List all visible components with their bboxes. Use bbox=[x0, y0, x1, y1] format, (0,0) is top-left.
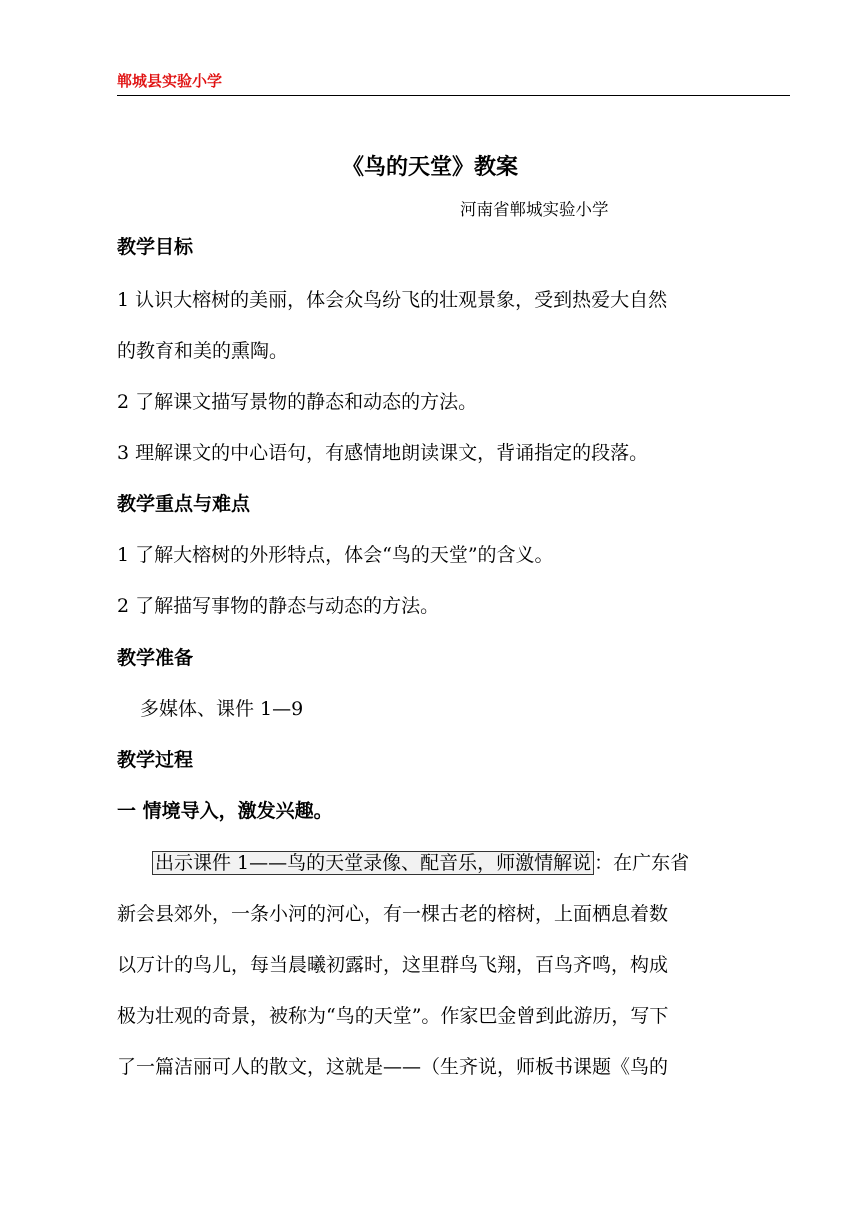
section-heading-goals: 教学目标 bbox=[117, 236, 194, 258]
courseware-callout: 出示课件 1——鸟的天堂录像、配音乐，师激情解说 bbox=[152, 851, 594, 875]
goal-2: 2 了解课文描写景物的静态和动态的方法。 bbox=[117, 391, 478, 413]
paragraph-line-3: 以万计的鸟儿，每当晨曦初露时，这里群鸟飞翔，百鸟齐鸣，构成 bbox=[117, 954, 669, 976]
header-school-name: 郸城县实验小学 bbox=[117, 72, 223, 90]
document-title: 《鸟的天堂》教案 bbox=[341, 155, 518, 180]
goal-1-line-2: 的教育和美的熏陶。 bbox=[117, 340, 289, 362]
paragraph-line-2: 新会县郊外，一条小河的河心，有一棵古老的榕树，上面栖息着数 bbox=[117, 903, 669, 925]
section-heading-preparation: 教学准备 bbox=[117, 647, 194, 669]
key-point-1: 1 了解大榕树的外形特点，体会“鸟的天堂”的含义。 bbox=[117, 544, 554, 566]
paragraph-line-5: 了一篇洁丽可人的散文，这就是——（生齐说，师板书课题《鸟的 bbox=[117, 1056, 669, 1078]
paragraph-line-1-rest: ：在广东省 bbox=[594, 852, 690, 874]
key-point-2: 2 了解描写事物的静态与动态的方法。 bbox=[117, 595, 440, 617]
paragraph-line-4: 极为壮观的奇景，被称为“鸟的天堂”。作家巴金曾到此游历，写下 bbox=[117, 1005, 669, 1027]
section-heading-key-points: 教学重点与难点 bbox=[117, 493, 251, 515]
paragraph-line-1 bbox=[152, 848, 832, 875]
document-author: 河南省郸城实验小学 bbox=[460, 200, 609, 219]
step-1-title: 一 情境导入，激发兴趣。 bbox=[117, 800, 333, 822]
goal-1-line-1: 1 认识大榕树的美丽，体会众鸟纷飞的壮观景象，受到热爱大自然 bbox=[117, 289, 668, 311]
header-rule bbox=[117, 95, 790, 96]
goal-3: 3 理解课文的中心语句，有感情地朗读课文，背诵指定的段落。 bbox=[117, 442, 649, 464]
section-heading-process: 教学过程 bbox=[117, 749, 194, 771]
preparation-item: 多媒体、课件 1—9 bbox=[140, 698, 304, 720]
